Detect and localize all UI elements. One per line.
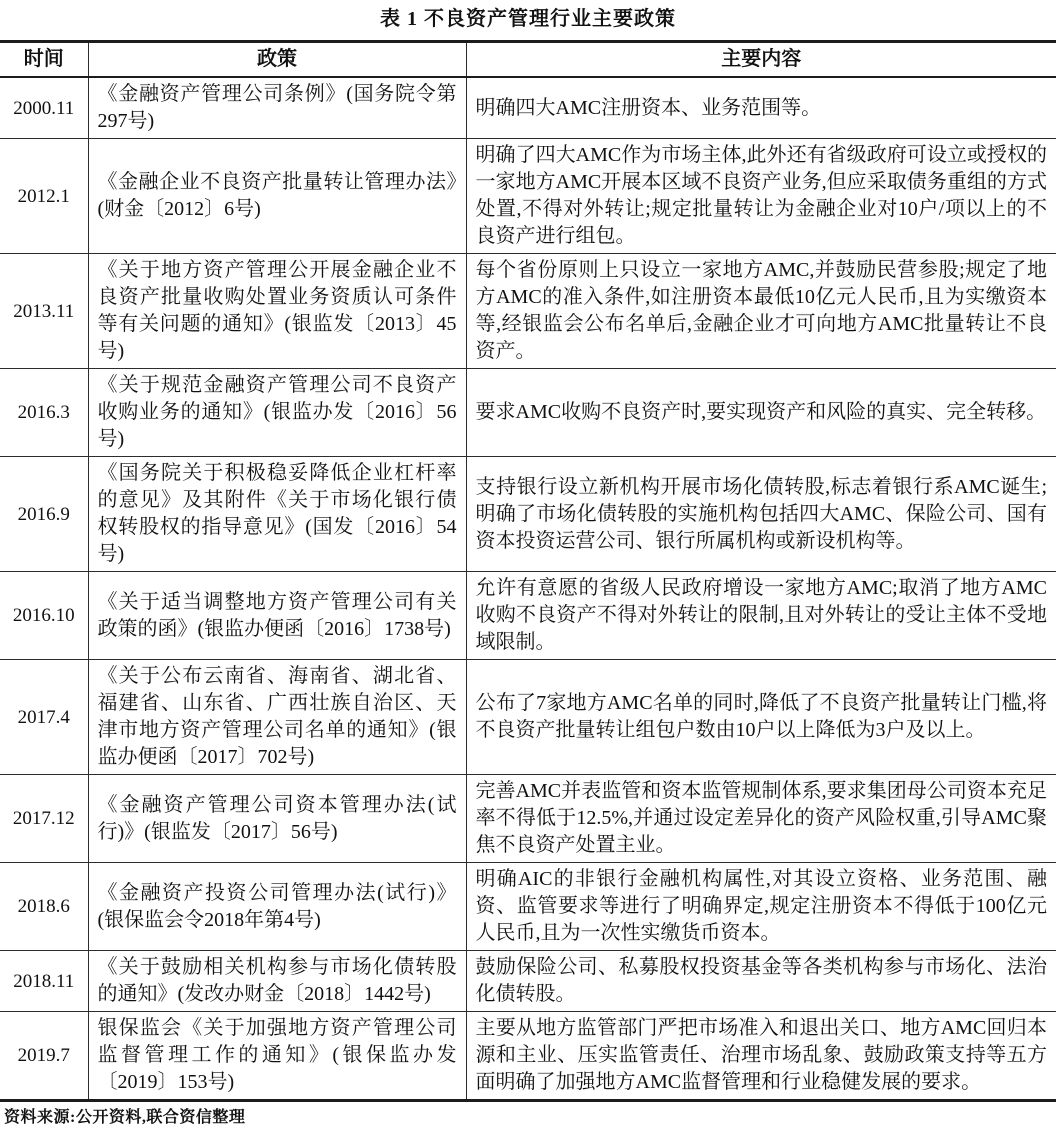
policy-cell: 《金融资产管理公司条例》(国务院令第297号) — [88, 77, 466, 139]
time-cell: 2016.3 — [17, 402, 70, 423]
policy-cell: 《关于鼓励相关机构参与市场化债转股的通知》(发改办财金〔2018〕1442号) — [88, 951, 466, 1012]
col-header-content: 主要内容 — [721, 48, 802, 70]
col-header-time: 时间 — [23, 48, 64, 70]
policy-cell: 《金融资产管理公司资本管理办法(试行)》(银监发〔2017〕56号) — [88, 775, 466, 863]
content-cell: 完善AMC并表监管和资本监管规制体系,要求集团母公司资本充足率不得低于12.5%,并通过设定差异化的资产风险权重,引导AMC聚焦不良资产处置主业。 — [475, 780, 1047, 856]
time-cell: 2016.9 — [17, 503, 70, 525]
table-title: 表 1 不良资产管理行业主要政策 — [380, 8, 676, 30]
content-cell: 主要从地方监管部门严把市场准入和退出关口、地方AMC回归本源和主业、压实监管责任、治理市场乱象、鼓励政策支持等五方面明确了加强地方AMC监督管理和行业稳健发展的要求。 — [475, 1017, 1047, 1093]
table-row — [0, 863, 1056, 951]
table-row — [0, 951, 1056, 1012]
table-row — [0, 77, 1056, 139]
time-cell: 2012.1 — [17, 185, 70, 207]
content-cell: 公布了7家地方AMC名单的同时,降低了不良资产批量转让门槛,将不良资产批量转让组包户数由10户以上降低为3户及以上。 — [475, 692, 1047, 741]
table-row — [0, 1012, 1056, 1101]
time-cell: 2016.10 — [12, 605, 75, 626]
content-cell: 每个省份原则上只设立一家地方AMC,并鼓励民营参股;规定了地方AMC的准入条件,如注册资本最低10亿元人民币,且为实缴资本等,经银监会公布名单后,金融企业才可向地方AMC批量转让不良资产。 — [475, 259, 1047, 362]
content-cell: 要求AMC收购不良资产时,要实现资产和风险的真实、完全转移。 — [475, 401, 1047, 423]
time-cell: 2000.11 — [13, 97, 75, 119]
table-row — [0, 572, 1056, 660]
col-header-policy: 政策 — [88, 42, 466, 78]
content-cell: 明确四大AMC注册资本、业务范围等。 — [475, 96, 822, 119]
time-cell: 2018.11 — [13, 970, 75, 992]
table-row — [0, 457, 1056, 572]
header-row — [0, 42, 1056, 78]
source-note: 资料来源:公开资料,联合资信整理 — [4, 1109, 246, 1126]
content-cell: 鼓励保险公司、私募股权投资基金等各类机构参与市场化、法治化债转股。 — [475, 956, 1047, 1005]
policy-cell: 《关于地方资产管理公开展金融企业不良资产批量收购处置业务资质认可条件等有关问题的通知》(银监发〔2013〕45号) — [88, 254, 466, 369]
policy-table — [0, 40, 1056, 1102]
policy-cell: 《关于适当调整地方资产管理公司有关政策的函》(银监办便函〔2016〕1738号) — [88, 572, 466, 660]
table-row — [0, 139, 1056, 254]
time-cell: 2018.6 — [17, 896, 70, 917]
policy-cell: 《金融企业不良资产批量转让管理办法》(财金〔2012〕6号) — [88, 139, 466, 254]
content-cell: 支持银行设立新机构开展市场化债转股,标志着银行系AMC诞生;明确了市场化债转股的实施机构包括四大AMC、保险公司、国有资本投资运营公司、银行所属机构或新设机构等。 — [475, 475, 1047, 552]
policy-cell: 银保监会《关于加强地方资产管理公司监督管理工作的通知》(银保监办发〔2019〕153号) — [88, 1012, 466, 1101]
table-row — [0, 775, 1056, 863]
table-row — [0, 369, 1056, 457]
policy-cell: 《关于规范金融资产管理公司不良资产收购业务的通知》(银监办发〔2016〕56号) — [88, 369, 466, 457]
content-cell: 明确了四大AMC作为市场主体,此外还有省级政府可设立或授权的一家地方AMC开展本区域不良资产业务,但应采取债务重组的方式处置,不得对外转让;规定批量转让为金融企业对10户/项以上的不良资产进行组包。 — [475, 144, 1047, 247]
time-cell: 2013.11 — [13, 300, 75, 322]
table-row — [0, 660, 1056, 775]
policy-cell: 《金融资产投资公司管理办法(试行)》(银保监会令2018年第4号) — [88, 863, 466, 951]
policy-cell: 《国务院关于积极稳妥降低企业杠杆率的意见》及其附件《关于市场化银行债权转股权的指导意见》(国发〔2016〕54号) — [88, 457, 466, 572]
time-cell: 2019.7 — [17, 1045, 70, 1066]
time-cell: 2017.12 — [12, 808, 75, 829]
policy-cell: 《关于公布云南省、海南省、湖北省、福建省、山东省、广西壮族自治区、天津市地方资产管理公司名单的通知》(银监办便函〔2017〕702号) — [88, 660, 466, 775]
table-row — [0, 254, 1056, 369]
content-cell: 明确AIC的非银行金融机构属性,对其设立资格、业务范围、融资、监管要求等进行了明确界定,规定注册资本不得低于100亿元人民币,且为一次性实缴货币资本。 — [475, 868, 1047, 944]
content-cell: 允许有意愿的省级人民政府增设一家地方AMC;取消了地方AMC收购不良资产不得对外转让的限制,且对外转让的受让主体不受地域限制。 — [475, 577, 1047, 653]
time-cell: 2017.4 — [17, 706, 70, 728]
